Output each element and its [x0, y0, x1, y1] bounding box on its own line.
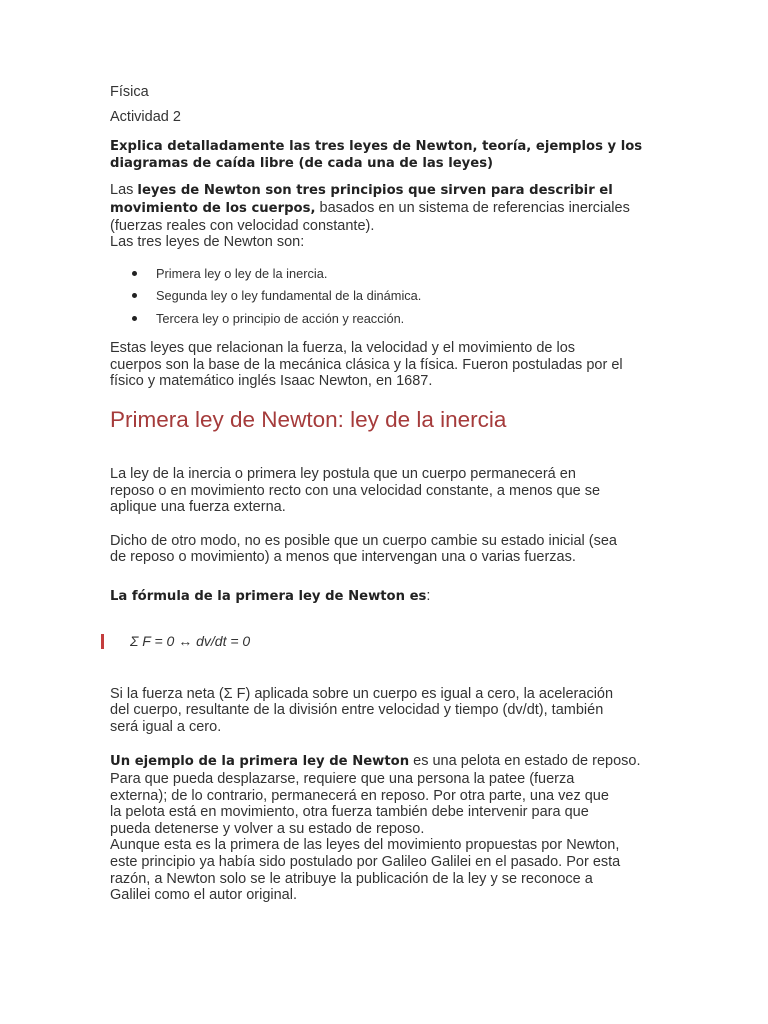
- intro-line: Las tres leyes de Newton son:: [110, 234, 305, 251]
- bullet-icon: [132, 271, 137, 276]
- paragraph-line: Aunque esta es la primera de las leyes del movimiento propuestas por Newton,: [110, 837, 620, 854]
- intro-paragraph: [110, 181, 662, 251]
- bullet-icon: [132, 293, 137, 298]
- prompt-line: diagramas de caída libre (de cada una de las leyes): [110, 156, 494, 171]
- document-page: [110, 84, 662, 904]
- paragraph-line: Dicho de otro modo, no es posible que un cuerpo cambie su estado inicial (sea: [110, 532, 617, 549]
- summary-paragraph: [110, 340, 662, 390]
- bullet-icon: [132, 316, 137, 321]
- inertia-paragraph: [110, 466, 662, 516]
- prompt-line: Explica detalladamente las tres leyes de Newton, teoría, ejemplos y los: [110, 139, 643, 154]
- paragraph-line: la pelota está en movimiento, otra fuerza también debe intervenir para que: [110, 804, 589, 821]
- laws-list: [110, 263, 662, 331]
- paragraph-line: Un ejemplo de la primera ley de Newton es una pelota en estado de reposo.: [110, 753, 641, 770]
- paragraph-line: Si la fuerza neta (Σ F) aplicada sobre un cuerpo es igual a cero, la aceleración: [110, 685, 614, 702]
- paragraph-line: Galilei como el autor original.: [110, 887, 297, 904]
- paragraph-line: Para que pueda desplazarse, requiere que una persona la patee (fuerza: [110, 771, 575, 787]
- formula-block: [110, 632, 662, 652]
- paragraph-line: será igual a cero.: [110, 718, 222, 735]
- paragraph-line: aplique una fuerza externa.: [110, 499, 286, 516]
- section-heading: Primera ley de Newton: ley de la inercia: [110, 407, 507, 433]
- paragraph-line: reposo o en movimiento recto con una velocidad constante, a menos que se: [110, 482, 601, 499]
- paragraph-line: pueda detenerse y volver a su estado de reposo.: [110, 820, 425, 837]
- intro-line: Las leyes de Newton son tres principios que sirven para describir el: [110, 182, 613, 198]
- paragraph-line: del cuerpo, resultante de la división entre velocidad y tiempo (dv/dt), también: [110, 702, 604, 719]
- paragraph-line: externa); de lo contrario, permanecerá en reposo. Por otra parte, una vez que: [110, 787, 609, 804]
- summary-line: físico y matemático inglés Isaac Newton, en 1687.: [110, 373, 433, 390]
- summary-line: cuerpos son la base de la mecánica clásica y la física. Fueron postuladas por el: [110, 356, 623, 373]
- list-item: Tercera ley o principio de acción y reacción.: [156, 308, 662, 331]
- intro-line: (fuerzas reales con velocidad constante).: [110, 217, 375, 234]
- formula-text: Σ F = 0 ↔ dv/dt = 0: [130, 632, 251, 649]
- quote-bar: [101, 634, 104, 649]
- activity-title: Actividad 2: [110, 109, 181, 125]
- restatement-paragraph: [110, 533, 662, 566]
- example-paragraph: [110, 753, 662, 903]
- paragraph-line: La ley de la inercia o primera ley postula que un cuerpo permanecerá en: [110, 466, 576, 483]
- subject-title: Física: [110, 84, 149, 100]
- paragraph-line: de reposo o movimiento) a menos que intervengan una o varias fuerzas.: [110, 549, 576, 566]
- summary-line: Estas leyes que relacionan la fuerza, la velocidad y el movimiento de los: [110, 340, 576, 357]
- formula-label: La fórmula de la primera ley de Newton es:: [110, 588, 431, 605]
- list-item: Primera ley o ley de la inercia.: [156, 263, 662, 286]
- assignment-prompt: [110, 138, 662, 172]
- intro-line: movimiento de los cuerpos, basados en un sistema de referencias inerciales: [110, 200, 630, 216]
- paragraph-line: razón, a Newton solo se le atribuye la publicación de la ley y se reconoce a: [110, 870, 593, 887]
- paragraph-line: este principio ya había sido postulado por Galileo Galilei en el pasado. Por esta: [110, 853, 621, 870]
- list-item: Segunda ley o ley fundamental de la dinámica.: [156, 285, 662, 308]
- net-force-paragraph: [110, 686, 662, 736]
